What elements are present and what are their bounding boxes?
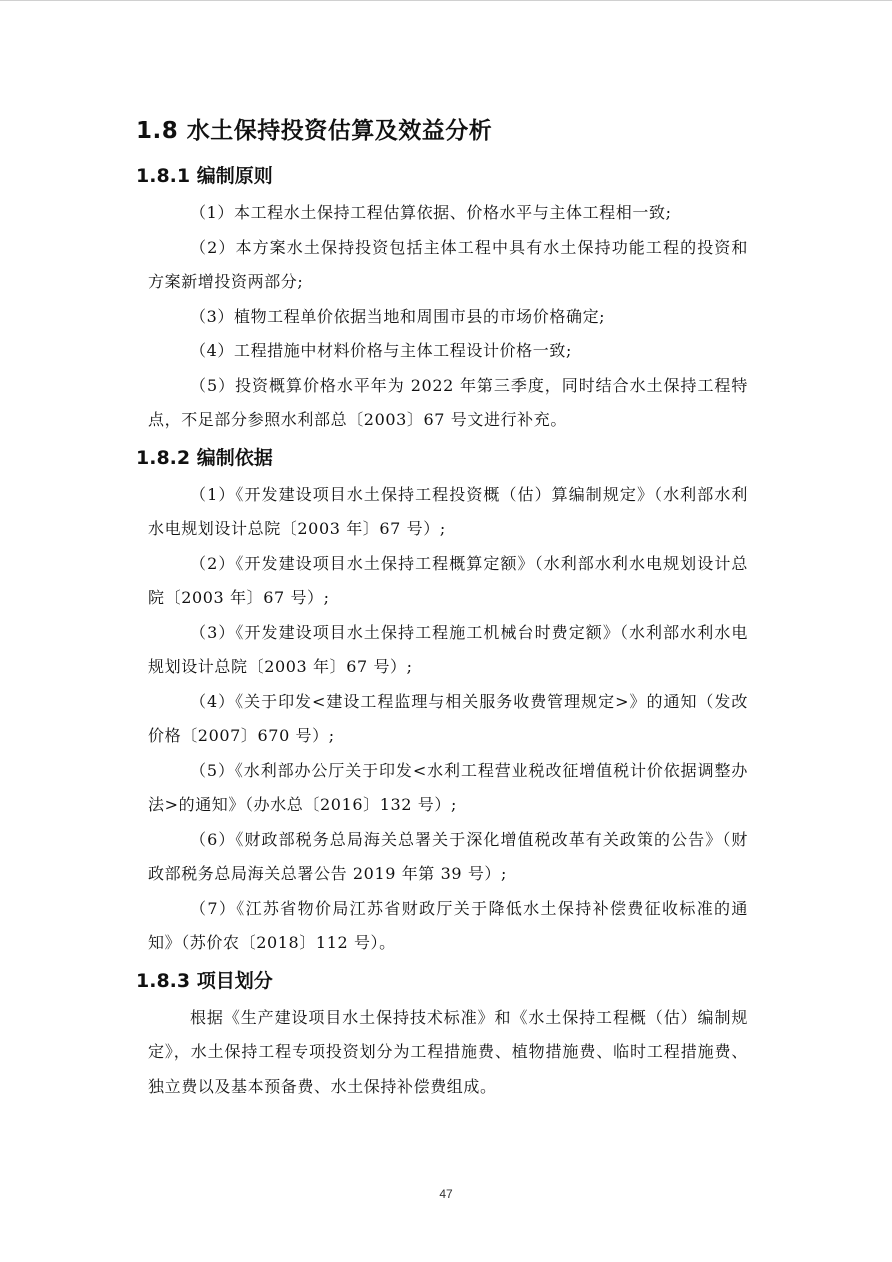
paragraph: （4）工程措施中材料价格与主体工程设计价格一致; — [190, 341, 572, 360]
chapter-title: 1.8 水土保持投资估算及效益分析 — [136, 118, 493, 144]
paragraph: （7）《江苏省物价局江苏省财政厅关于降低水土保持补偿费征收标准的通知》（苏价农〔2018〕112 号）。 — [148, 898, 748, 952]
paragraph: 根据《生产建设项目水土保持技术标准》和《水土保持工程概（估）编制规定》，水土保持工程专项投资划分为工程措施费、植物措施费、临时工程措施费、独立费以及基本预备费、水土保持补偿费组成。 — [148, 1007, 748, 1096]
paragraph: （1）本工程水土保持工程估算依据、价格水平与主体工程相一致; — [190, 203, 672, 222]
paragraph: （6）《财政部税务总局海关总署关于深化增值税改革有关政策的公告》（财政部税务总局海关总署公告 2019 年第 39 号）; — [148, 829, 748, 883]
section-compilation-principles — [136, 162, 748, 438]
section-heading: 1.8.3 项目划分 — [136, 969, 273, 992]
section-heading: 1.8.1 编制原则 — [136, 165, 273, 187]
paragraph: （2）本方案水土保持投资包括主体工程中具有水土保持功能工程的投资和方案新增投资两部分; — [148, 237, 748, 291]
page-number: 47 — [439, 1187, 453, 1201]
paragraph: （3）植物工程单价依据当地和周围市县的市场价格确定; — [190, 306, 606, 326]
section-heading: 1.8.2 编制依据 — [136, 446, 273, 469]
section-compilation-basis — [136, 444, 748, 961]
document-page — [136, 108, 748, 1110]
paragraph: （2）《开发建设项目水土保持工程概算定额》（水利部水利水电规划设计总院〔2003 年〕67 号）; — [148, 553, 748, 607]
paragraph: （3）《开发建设项目水土保持工程施工机械台时费定额》（水利部水利水电规划设计总院〔2003 年〕67 号）; — [148, 622, 748, 676]
paragraph: （5）《水利部办公厅关于印发<水利工程营业税改征增值税计价依据调整办法>的通知》（办水总〔2016〕132 号）; — [148, 760, 748, 814]
top-border-line — [0, 0, 892, 1]
paragraph: （1）《开发建设项目水土保持工程投资概（估）算编制规定》（水利部水利水电规划设计总院〔2003 年〕67 号）; — [148, 484, 748, 538]
paragraph: （4）《关于印发<建设工程监理与相关服务收费管理规定>》的通知（发改价格〔2007〕670 号）; — [148, 691, 748, 745]
section-project-division — [136, 967, 748, 1105]
paragraph: （5）投资概算价格水平年为 2022 年第三季度，同时结合水土保持工程特点，不足部分参照水利部总〔2003〕67 号文进行补充。 — [148, 375, 748, 429]
